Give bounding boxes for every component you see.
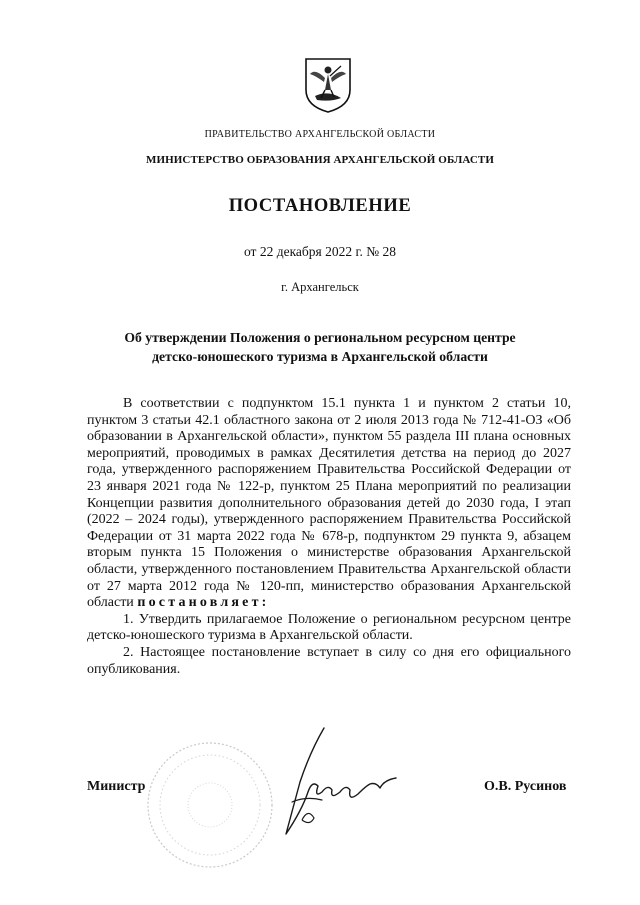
- government-name: ПРАВИТЕЛЬСТВО АРХАНГЕЛЬСКОЙ ОБЛАСТИ: [204, 129, 436, 140]
- preamble-text: В соответствии с подпунктом 15.1 пункта 1 и пунктом 2 статьи 10, пунктом 3 статьи 42.1 областного закона от 2 июля 2013 года № 712-41-ОЗ «Об образовании в Архангельской области», пунктом 55 раздела III плана основных мероприятий, проводимых в рамках Десятилетия детства на период до 2027 года, утвержденного распоряжением Правительства Российской Федерации от 23 января 2021 года № 122-р, пунктом 25 Плана мероприятий по реализации Концепции развития дополнительного образования детей до 2030 года, I этап (2022 – 2024 годы), утвержденного распоряжением Правительства Российской Федерации от 31 марта 2022 года № 678-р, подпунктом 29 пункта 9, абзацем вторым пункта 15 Положения о министерстве образования Архангельской области, утвержденного постановлением Правительства Архангельской области от 27 марта 2012 года № 120-пп, министерство образования Архангельской области: [87, 396, 571, 611]
- document-title: [0, 328, 640, 366]
- signer-name: О.В. Русинов: [484, 779, 567, 794]
- preamble-paragraph: [87, 396, 571, 612]
- handwritten-signature: [262, 722, 412, 842]
- signer-position: Министр: [87, 779, 146, 794]
- ministry-name: МИНИСТЕРСТВО ОБРАЗОВАНИЯ АРХАНГЕЛЬСКОЙ ОБЛАСТИ: [145, 154, 494, 166]
- document-date-number: от 22 декабря 2022 г. № 28: [243, 244, 397, 259]
- document-city: г. Архангельск: [281, 280, 359, 294]
- decree-word: постановляет:: [137, 595, 270, 611]
- title-line-2: детско-юношеского туризма в Архангельской области: [152, 349, 488, 364]
- decree-item-2: 2. Настоящее постановление вступает в силу со дня его официального опубликования.: [87, 644, 571, 677]
- document-type: ПОСТАНОВЛЕНИЕ: [228, 196, 412, 216]
- document-body: [87, 396, 571, 678]
- title-line-1: Об утверждении Положения о региональном ресурсном центре: [124, 330, 516, 345]
- coat-of-arms-icon: [303, 56, 353, 114]
- decree-item-1: 1. Утвердить прилагаемое Положение о региональном ресурсном центре детско-юношеского туризма в Архангельской области.: [87, 611, 571, 644]
- official-stamp: [140, 738, 280, 873]
